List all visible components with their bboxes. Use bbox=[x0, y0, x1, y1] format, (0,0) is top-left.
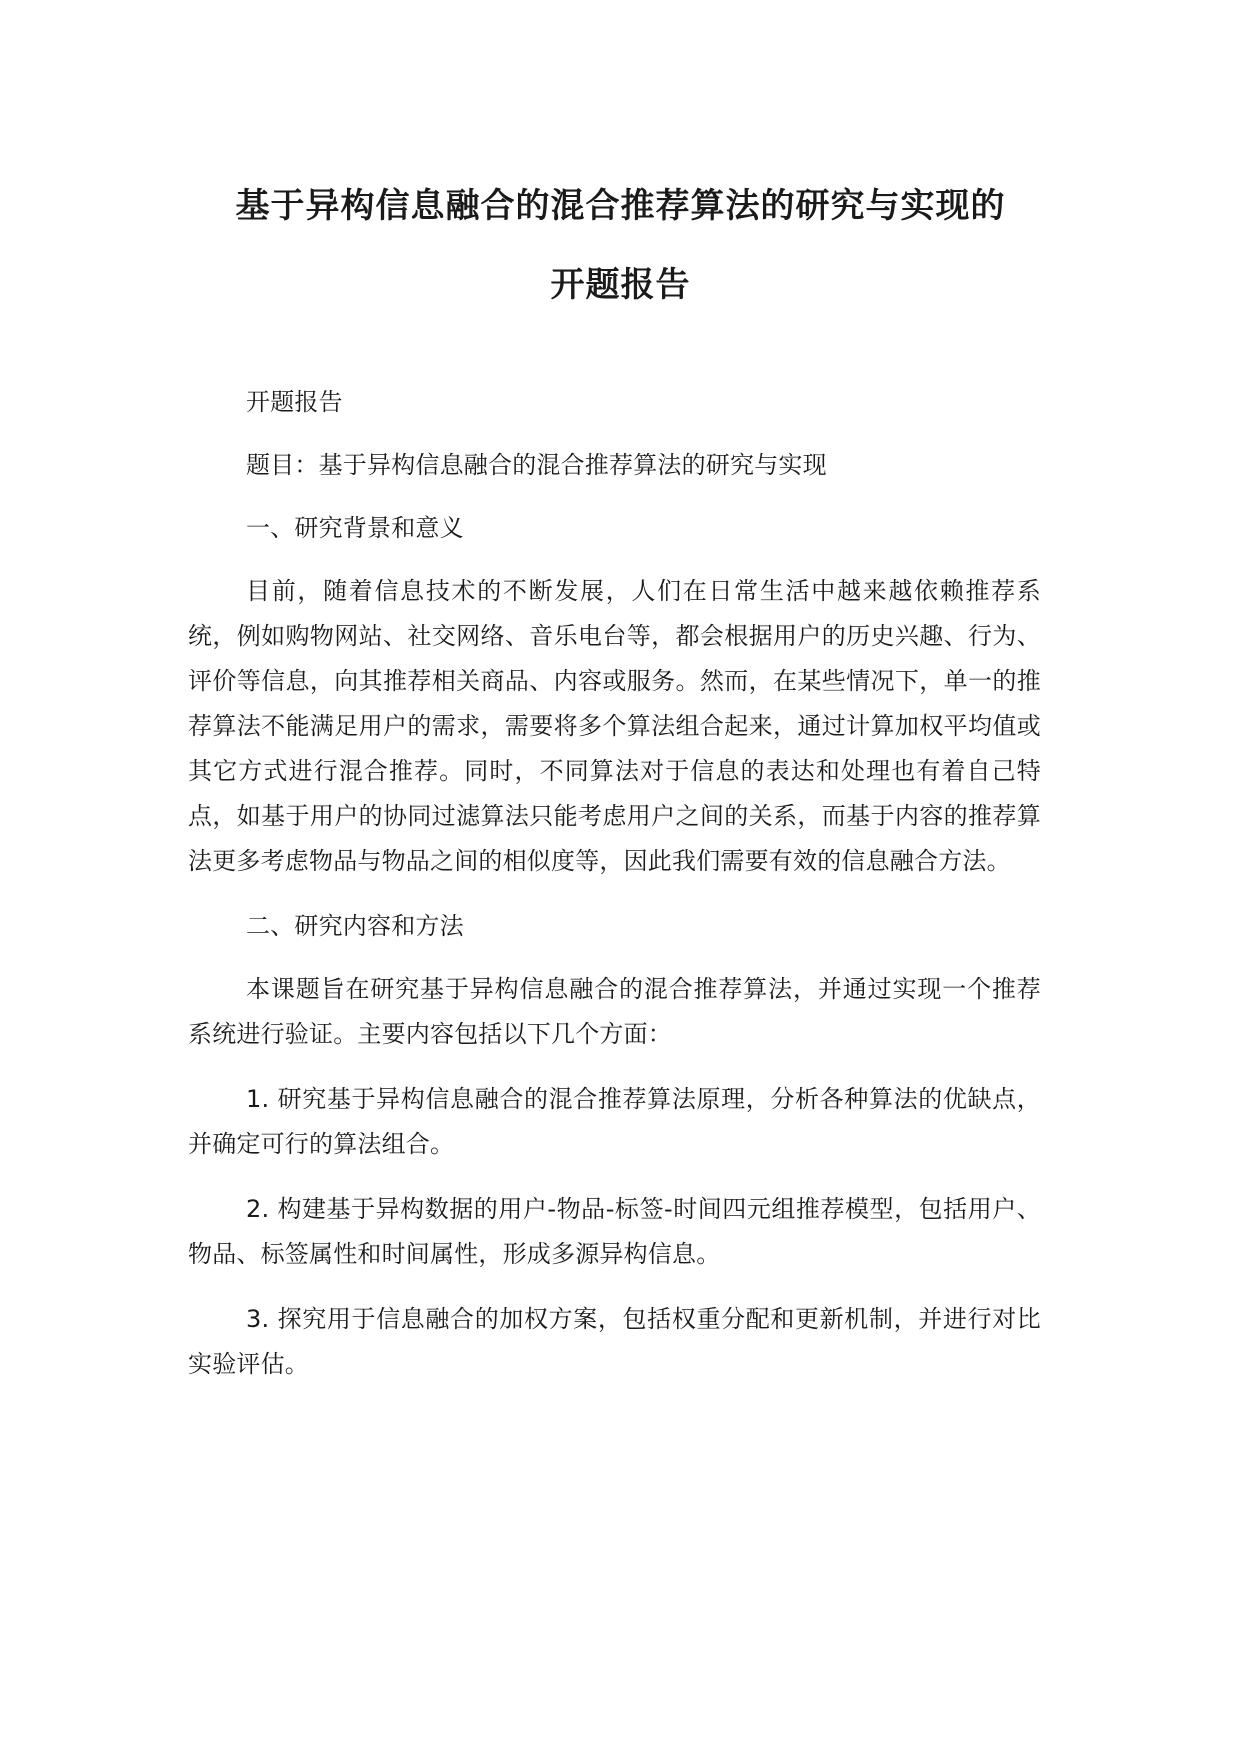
content-item-3: 3. 探究用于信息融合的加权方案，包括权重分配和更新机制，并进行对比实验评估。 bbox=[188, 1305, 1041, 1378]
content-item-1: 1. 研究基于异构信息融合的混合推荐算法原理，分析各种算法的优缺点，并确定可行的算法组合。 bbox=[188, 1085, 1041, 1158]
report-label: 开题报告 bbox=[246, 388, 343, 416]
content-intro-paragraph: 本课题旨在研究基于异构信息融合的混合推荐算法，并通过实现一个推荐系统进行验证。主要内容包括以下几个方面： bbox=[188, 975, 1041, 1048]
document-title-line-2: 开题报告 bbox=[550, 265, 691, 305]
content-item-2: 2. 构建基于异构数据的用户-物品-标签-时间四元组推荐模型，包括用户、物品、标签属性和时间属性，形成多源异构信息。 bbox=[188, 1195, 1041, 1268]
document-body bbox=[188, 380, 1041, 1407]
background-paragraph: 目前，随着信息技术的不断发展，人们在日常生活中越来越依赖推荐系统，例如购物网站、社交网络、音乐电台等，都会根据用户的历史兴趣、行为、评价等信息，向其推荐相关商品、内容或服务。然而，在某些情况下，单一的推荐算法不能满足用户的需求，需要将多个算法组合起来，通过计算加权平均值或其它方式进行混合推荐。同时，不同算法对于信息的表达和处理也有着自己特点，如基于用户的协同过滤算法只能考虑用户之间的关系，而基于内容的推荐算法更多考虑物品与物品之间的相似度等，因此我们需要有效的信息融合方法。 bbox=[188, 577, 1041, 875]
report-topic: 题目：基于异构信息融合的混合推荐算法的研究与实现 bbox=[246, 451, 827, 479]
section-heading-content-methods: 二、研究内容和方法 bbox=[246, 912, 464, 940]
document-title-line-1: 基于异构信息融合的混合推荐算法的研究与实现的 bbox=[235, 186, 1006, 226]
section-heading-background: 一、研究背景和意义 bbox=[246, 514, 464, 542]
